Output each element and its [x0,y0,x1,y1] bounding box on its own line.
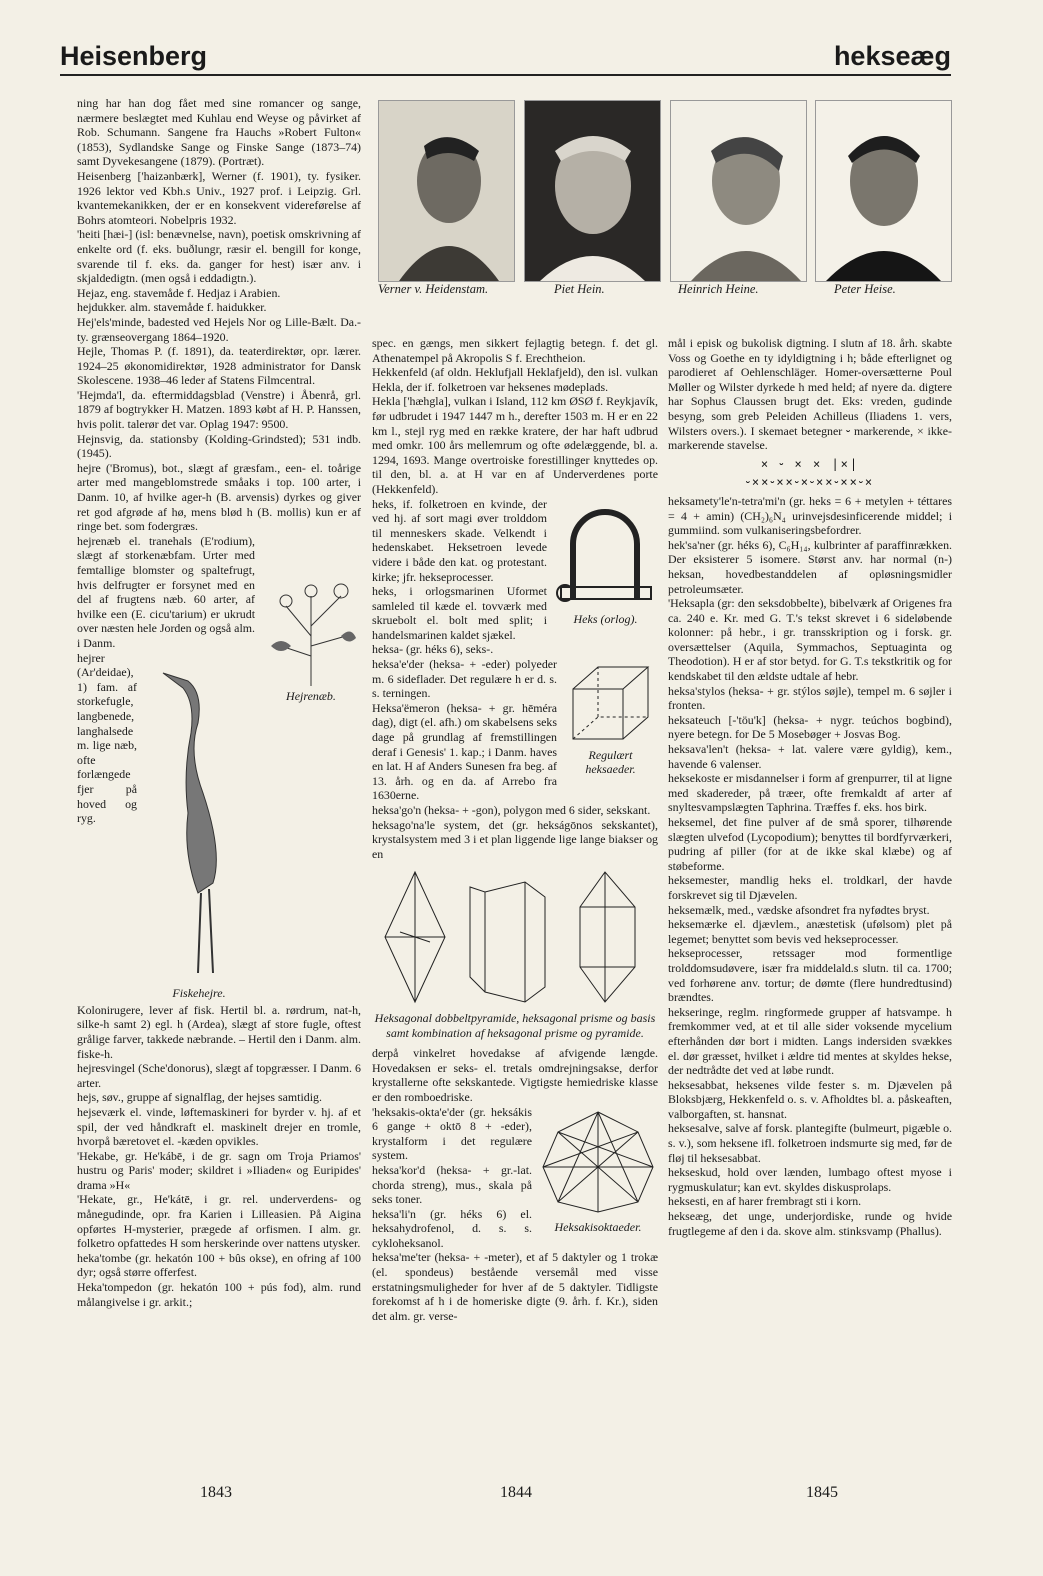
entry-heksastylos: heksa'stylos (heksa- + gr. stýlos søjle), tempel m. 6 søjler i fronten. [668,683,952,713]
portrait-hein [524,100,661,282]
entry-continued: spec. en gængs, men sikkert fejlagtig betegn. f. det gl. Athenatempel på Akropolis S f. Erechtheion. [372,336,658,365]
portrait-heidenstam-image [379,101,514,281]
entry-hejaz: Hejaz, eng. stavemåde f. Hedjaz i Arabien. [77,285,281,300]
entry-hekabe: 'Hekabe, gr. He'kábē, i de gr. sagn om Troja Priamos' hustru og Paris' moder; skildret i »Iliaden« og Euripides' drama »H« [77,1148,361,1192]
entry-heksapla: 'Heksapla (gr: den seksdobbelte), bibelværk af Origenes fra ca. 240 e. Kr. med G. T.'s tekst skrevet i 6 sideløbende kolonner: på hebr., i gr. transskription og i forsk. gr. oversættelser (Aquila, Symmachos, Septuaginta og Theodotion). H er af stor betyd. for G. T.s tekstkritik og for kendskabet til den ældste udtale af hebr. [668,596,952,684]
caption-heksagonal: Heksagonal dobbeltpyramide, heksagonal prisme og basis samt kombination af heksagonal prisme og pyramide. [374,1010,656,1040]
portrait-row [378,100,950,300]
column-2 [372,336,658,1323]
entry-heksavalent: heksava'len't (heksa- + lat. valere være gyldig), kem., havende 6 valenser. [668,742,952,771]
entry-hekseskud: hekseskud, hold over lænden, lumbago oftest myose i rygmuskulatur; kan evt. skyldes diskusprolaps. [668,1165,952,1194]
page-number-1: 1843 [200,1484,232,1501]
caption-fiskehejre: Fiskehejre. [172,986,226,1001]
entry-hekatombe: heka'tombe (gr. hekatón 100 + bûs okse), en ofring af 100 dyr; også større offerfest. [77,1250,361,1280]
entry-hekseringe: hekseringe, reglm. ringformede grupper af hatsvampe. h fremkommer ved, at et til alle sider voksende mycelium efterhånden dør bort i midten. Langs indersiden svækkes el. dør græsset, hvilket i ældre tid mentes at skyldes hekse, der nedtrådte det ved at løbe rundt. [668,1004,952,1078]
caption-heksakisoktaeder: Heksakisoktaeder. [554,1220,642,1235]
entry-heksametylentetramin: heksamety'le'n-tetra'mi'n (gr. heks = 6 + metylen + téttares = 4 + amin) (CH₂)₆N₄ urinvejsdesinficerende middel; i gummiind. som vulkaniseringsbefordrer. [668,493,952,538]
entry-heksemaerke: heksemærke el. djævlem., anæstetisk (ufølsom) plet på legemet; benyttet som bevis ved hekseprocesser. [668,917,952,946]
column-1 [77,96,361,1309]
caption-heks-orlog: Heks (orlog). [573,612,638,627]
figure-fiskehejre [143,653,255,1001]
portrait-heise [815,100,952,282]
entry-continued-2: derpå vinkelret hovedakse af afvigende længde. Hovedaksen er seks- el. tretals omdrejningsakse, derfor krystallerne ofte sekskantede. Vigtigste hemiedriske klasse er den romboedriske. [372,1046,658,1104]
entry-continued-3: mål i episk og bukolisk digtning. I slutn af 18. årh. skabte Voss og Goethe en ty idyldigtning i h; både efterlignet og parodieret af Oehlenschläger. Homer-oversætterne Poul Møller og Wilster dyrkede h med held; af nyere da. digtere har Sophus Claussen brugt det. Eks: vreden, gudinde besyng, som greb Peleiden Achilleus (Iliadens 1. vers, Wilsters overs.). I skemaet betegner ⏑ markerende, × ikke-markerende stavelse. [668,336,952,453]
entry-heiti: 'heiti [hæi-] (isl: benævnelse, navn), poetisk omskrivning af enkelte ord (f. eks. buðlungr, ræsir el. bengill for konge, svarende til f. eks. da. ganger for hest) især anv. i skjaldedigtn. (men også i eddadigtn.). [77,227,361,286]
entry-hekate: 'Hekate, gr., He'kátē, i gr. rel. underverdens- og månegudinde, opr. fra Karien i Lilleasien. På Aigina opførtes H-mysterier, prægede af orfismen. I alm. gr. folketro opfattedes H som herskerinde over nattens utysker. [77,1192,361,1251]
entry-hekseaeg: hekseæg, det unge, underjordiske, runde og hvide frugtlegeme af den i da. skove alm. stinksvamp (Phallus). [668,1209,952,1238]
entry-heksagonale-system: heksago'na'le system, det (gr. hekságōnos sekskantet), krystalsystem med 3 i et plan liggende lige lange biakser og en [372,817,658,861]
entry-hejelsminde: Hej'els'minde, badested ved Hejels Nor og Lille-Bælt. Da.-ty. grænseovergang 1864–1920. [77,314,361,344]
portrait-hein-image [525,101,660,281]
fiskehejre-bird-drawing [143,653,255,983]
entry-heksalin: heksa'li'n (gr. héks 6) el. heksahydrofenol, d. s. s. cykloheksanol. [372,1206,532,1250]
entry-heksagon: heksa'go'n (heksa- + -gon), polygon med 6 sider, sekskant. [372,803,651,817]
entry-heksesabbat: heksesabbat, heksenes vilde fester s. m. Djævelen på Bloksbjærg, Hekkenfeld o. s. v. Afholdtes bl. a. påskeaften, valborgaften, st. hansnat. [668,1077,952,1121]
entry-heksesalve: heksesalve, salve af forsk. plantegifte (bulmeurt, pigæble o. s. v.), som heksene ifl. folketroen indsmurte sig med, før de fløj til heksesabbat. [668,1121,952,1165]
entry-hejnsvig: Hejnsvig, da. stationsby (Kolding-Grindsted); 531 indb. (1945). [77,431,361,461]
caption-heksaeder: Regulært heksaeder. [585,747,636,777]
entry-heksemel: heksemel, det fine pulver af de små sporer, tilhørende slægten ulvefod (Lycopodium); benyttes til bordfyrværkeri, pudring af piller (for at de ikke skal klæbe) og af støbeforme. [668,815,952,873]
figure-hejrenaeb [261,536,361,704]
portrait-heise-image [816,101,951,281]
entry-heksemester: heksemester, mandlig heks el. troldkarl, der havde forskrevet sig til Djævelen. [668,873,952,902]
header-right-word: hekseæg [833,41,951,71]
entry-heksakisoktaeder: 'heksakis-okta'e'der (gr. heksákis 6 gange + oktō 8 + -eder), krystalform i det regulære system. [372,1104,532,1163]
entry-hejle: Hejle, Thomas P. (f. 1891), da. teaterdirektør, opr. lærer. 1924–25 økonomidirektør, 1928 administrator for Dansk Skolescene. 1938–46 leder af Statens Filmcentral. [77,344,361,388]
entry-heisenberg: Heisenberg ['haizənbærk], Werner (f. 1901), ty. fysiker. 1926 lektor ved Kbh.s Univ., 1927 prof. i Leipzig. Grl. kvantemekanikken, der er en konsekvent videreførelse af Bohrs atomteori. Nobelpris 1932. [77,168,361,227]
entry-heksemaelk: heksemælk, med., vædske afsondret fra nyfødtes bryst. [668,902,930,917]
heksagonal-crystals-drawing [375,867,655,1007]
entry-hejsevaerk: hejseværk el. vinde, løftemaskineri for byrder v. hj. af et spil, der ved håndkraft el. maskinelt drejer en tromle, hvorpå bæretovet el. -kæden opvikles. [77,1104,361,1149]
page-number-2: 1844 [500,1484,532,1501]
entry-hejs: hejs, søv., gruppe af signalflag, der hejses samtidig. [77,1090,322,1105]
portrait-heine [670,100,807,282]
entry-hekseprocesser: hekseprocesser, retssager mod formentlige trolddomsudøvere, især fra middelald.s slutn. til ca. 1700; ved forhørene anv. tortur; de dømte (flere hundredtusind) brændtes. [668,946,952,1005]
figure-heksagonal [372,867,658,1040]
entry-hekkenfeld: Hekkenfeld (af oldn. Heklufjall Heklafjeld), den isl. vulkan Hekla, der if. folketroen var heksenes mødeplads. [372,365,658,394]
entry-heksesti: heksesti, en af harer frembragt sti i korn. [668,1194,862,1209]
figure-heks-orlog [553,499,658,627]
entry-heksakord: heksa'kor'd (heksa- + gr.-lat. chorda streng), mus., skala på seks toner. [372,1162,532,1207]
portrait-heine-image [671,101,806,281]
entry-hejrer: hejrer (Ar'deidae), 1) fam. af storkefugle, langbenede, langhalsede m. lige næb, ofte forlængede fjer på hoved og ryg. Kolonirugere, lever af fisk. Hertil bl. a. rørdrum, nat-h, silke-h samt 2) egl. h (Ardea), slægt af store fugle, oftest grålige farver, takkede næbrande. – Hertil den i Danm. alm. fiske-h. [77,650,361,1061]
entry-hekla: Hekla ['hæhgla], vulkan i Island, 112 km ØSØ f. Reykjavík, før udbrudet i 1947 1447 m h., derefter 1503 m. H er en 22 km l., stejl ryg med en række kratere, der har haft udbrud med omkr. 100 års mellemrum og ofte ødelæggende, bl. a. 1294, 1693. Mange overtroiske forestillinger knyttedes op. til den, bl. a. at H var en af Underverdenes porte (Hekkenfeld). [372,394,658,496]
entry-hejdukker: hejdukker. alm. stavemåde f. haidukker. [77,300,267,315]
entry-heksa: heksa- (gr. héks 6), seks-. [372,642,494,657]
heksakisoktaeder-drawing [538,1107,658,1217]
figure-heksaeder [563,659,658,777]
heks-orlog-shackle-drawing [553,499,658,609]
entry-hejre: hejre ('Bromus), bot., slægt af græsfam., een- el. toårige arter med mangeblomstrede småaks i top. 100 arter, i Danm. 10, af hvilke ager-h (B. arvensis) dyrkes og giver ret god afgrøde af hø, mens blød h (B. mollis) kun er af ringe bet. som fodergræs. [77,460,361,534]
caption-heidenstam: Verner v. Heidenstam. [378,282,489,296]
caption-heine: Heinrich Heine. [678,282,759,296]
caption-hein: Piet Hein. [554,282,605,296]
entry-heksekoste: heksekoste er misdannelser i form af grenpurrer, til at ligne med skadereder, på træer, ofte fremkaldt af arter af snyltesvampslægten Taphrina. Træffes f. eks. hos birk. [668,771,952,815]
figure-heksakisoktaeder [538,1107,658,1235]
column-3 [668,336,952,1238]
page-header [60,38,951,76]
hejrenaeb-plant-drawing [261,536,361,686]
entry-hekatompedon: Heka'tompedon (gr. hekatón 100 + pús fod), alm. rund målangivelse i gr. arkit.; [77,1280,361,1309]
entry-heksateuch: heksateuch [-'töu'k] (heksa- + nygr. teúchos bogbind), nyere betegn. for De 5 Mosebøger + Josvas Bog. [668,712,952,742]
entry-heksameter: heksa'me'ter (heksa- + -meter), et af 5 daktyler og 1 trokæ (el. spondeus) bestående versemål med visse erstatningsmuligheder for hver af de 5 daktyler. Tidligste forekomst af h i de homeriske digte (9. årh. f. Kr.), siden det alm. gr. verse- [372,1250,658,1323]
heksaeder-cube-drawing [563,659,658,744]
entry-heks: heks, if. folketroen en kvinde, der ved hj. af sort magi øver trolddom til menneskers skade. Velkendt i hedenskabet. Heksetroen levede videre i både den kat. og protestant. kirke; jfr. hekseprocesser. [372,496,547,584]
caption-hejrenaeb: Hejrenæb. [286,689,336,704]
entry-hejrenaeb: hejrenæb el. tranehals (E'rodium), slægt af storkenæbfam. Urter med femtallige blomster og spaltefrugt, hvis delfrugter er forsynet med en del af frugtens næb. 60 arter, af hvilke een (E. cicu'tarium) er ukrudt over næsten hele Jorden og også alm. i Danm. [77,533,255,650]
portrait-heidenstam [378,100,515,282]
entry-paragraph: ning har han dog fået med sine romancer og sange, nærmere beslægtet med Kuhlau end Weyse og påvirket af Rob. Schumann. Sangene fra Hauchs »Robert Fulton« (1853), Sydlandske Sange og Finske Sange (1873–74) samt Dyvekesangene (1879). (Portræt). [77,96,361,169]
entry-heksaner: hek'sa'ner (gr. héks 6), C₆H₁₄, kulbrinter af paraffinrækken. Der eksisterer 5 isomere. Størst anv. har normal (n-) heksan, hovedbestanddelen af opløsningsmidler petroleumsæter. [668,537,952,596]
entry-hejmdal: 'Hejmda'l, da. eftermiddagsblad (Venstre) i Åbenrå, grl. 1879 af bogtrykker H. Matzen. 1893 købt af H. P. Hanssen, hvis polit. talerør det var. Oplag 1947: 9500. [77,387,361,432]
entry-hejresvingel: hejresvingel (Sche'donorus), slægt af topgræsser. I Danm. 6 arter. [77,1061,361,1090]
page-number-3: 1845 [806,1484,838,1501]
entry-heksaemeron: Heksa'ëmeron (heksa- + gr. hēméra dag), digt (el. afh.) om skabelsens seks dage på grundlag af fremstillingen deraf i Genesis' 1. kap.; i Danm. haves en lat. H af Anders Sunesen fra beg. af 13. årh. og en da. af Arrebo fra 1630erne. [372,700,557,803]
header-left-word: Heisenberg [60,41,208,71]
verse-scheme-line-1: × ⏑ × × |×| [760,456,860,471]
entry-heks-orlog: heks, i orlogsmarinen Uformet samleled til kæde el. tovværk med skruebolt el. bolt med split; i handelsmarinen kaldet sjækel. [372,584,547,642]
entry-heksaeder: heksa'e'der (heksa- + -eder) polyeder m. 6 sideflader. Det regulære h er d. s. s. terningen. [372,657,557,701]
verse-scheme-line-2: ⏑××⏑××⏑×⏑××⏑××⏑× [745,475,875,490]
caption-heise: Peter Heise. [834,282,896,296]
